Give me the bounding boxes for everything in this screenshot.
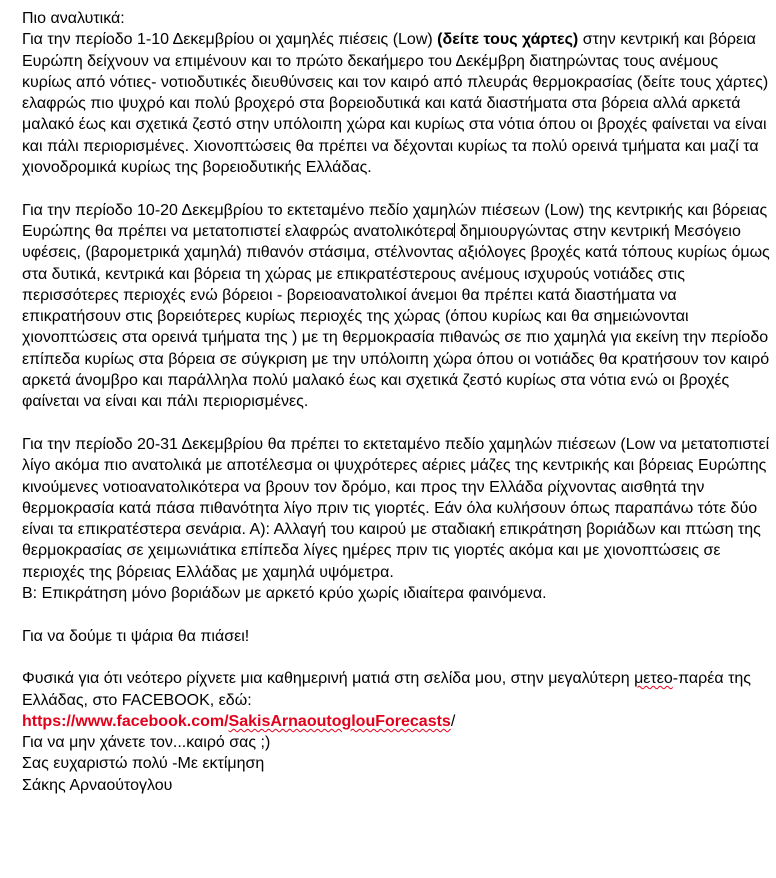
p1-text-end: στην κεντρική και βόρεια Ευρώπη δείχνουν να επιμένουν και το πρώτο δεκαήμερο του Δεκέμβρη διατηρώντας τους ανέμους κυρίως από νότιες- νοτιοδυτικές διευθύνσεις και τον καιρό από πλευράς θερμοκρασίας (δείτε τους χάρτες) ελαφρώς πιο ψυχρό και πολύ βροχερό στα βορειοδυτικά και κατά διαστήματα στα βόρεια αλλά αρκετά μαλακό έως και σχετικά ζεστό στην υπόλοιπη χώρα και κυρίως στα νότια όπου οι βροχές φαίνεται να είναι και πάλι περιορισμένες. Χιονοπτώσεις θα πρέπει να δέχονται κυρίως τα πολύ ορεινά τμήματα και μαζί τα χιονοδρομικά κυρίως της βορειοδυτικής Ελλάδας.: [22, 31, 769, 177]
p2-text-start: Για την περίοδο 10-20 Δεκεμβρίου το εκτεταμένο πεδίο χαμηλών πιέσεων (Low) της κεντρικής και βόρειας Ευρώπης θα πρέπει να μετατοπιστεί ελαφρώς ανατολικότερα: [22, 201, 768, 240]
thanks-line: Σας ευχαριστώ πολύ -Με εκτίμηση: [22, 755, 265, 773]
spellcheck-word: μετεο: [634, 670, 673, 688]
facebook-link-suffix: /: [450, 712, 456, 730]
scenario-b: Β: Επικράτηση μόνο βοριάδων με αρκετό κρύο χωρίς ιδιαίτερα φαινόμενα.: [22, 585, 547, 603]
dont-miss-weather: Για να μην χάνετε τον...καιρό σας ;): [22, 734, 271, 752]
heading: Πιο αναλυτικά:: [22, 10, 125, 27]
closing-remark: Για να δούμε τι ψάρια θα πιάσει!: [22, 627, 250, 645]
paragraph-spacer: [22, 413, 772, 434]
facebook-link-handle: SakisArnaoutoglouForecasts: [228, 712, 451, 730]
paragraph-spacer: [22, 647, 772, 668]
paragraph-spacer: [22, 604, 772, 625]
facebook-invite-text: Φυσικά για ότι νεότερο ρίχνετε μια καθημερινή ματιά στη σελίδα μου, στην μεγαλύτερη: [22, 670, 635, 688]
p2-text-end: δημιουργώντας στην κεντρική Μεσόγειο υφέσεις, (βαρομετρικά χαμηλά) πιθανόν στάσιμα, στέλνοντας αξιόλογες βροχές κατά τόπους κυρίως όμως στα δυτικά, κεντρικά και βόρεια τη χώρας με επικρατέστερους ανέμους ισχυρούς νοτιάδες στις περισσότερες περιοχές ενώ βόρειοι - βορειοανατολικοί άνεμοι θα πρέπει κατά διαστήματα να επικρατήσουν στις βορειότερες κυρίως περιοχές της χώρας (όπου κυρίως και θα σημειώνονται χιονοπτώσεις στα ορεινά τμήματα της ) με τη θερμοκρασία πιθανώς σε πιο χαμηλά για εκείνη την περίοδο επίπεδα κυρίως στα βόρεια σε σύγκριση με την υπόλοιπη χώρα όπου οι νοτιάδες θα κρατήσουν τον καιρό αρκετά άνομβρο και παράλληλα πολύ μαλακό έως και σχετικά ζεστό κυρίως στα νότια ενώ οι βροχές φαίνεται να είναι και πάλι περιορισμένες.: [22, 222, 770, 411]
facebook-invite: [22, 668, 772, 711]
facebook-link-line: [22, 711, 772, 732]
facebook-link[interactable]: [22, 713, 451, 730]
p1-text-start: Για την περίοδο 1-10 Δεκεμβρίου οι χαμηλές πιέσεις (Low): [22, 31, 438, 49]
paragraph-1-10-december: [22, 29, 772, 178]
see-maps-bold: (δείτε τους χάρτες): [437, 31, 579, 49]
paragraph-10-20-december: [22, 200, 772, 413]
signature: Σάκης Αρναούτογλου: [22, 776, 173, 794]
document-body: [22, 8, 772, 796]
facebook-invite-text-2: -παρέα της Ελλάδας, στο FACEBOOK, εδώ:: [22, 670, 752, 709]
facebook-link-prefix: https://www.facebook.com/: [22, 712, 229, 730]
paragraph-spacer: [22, 178, 772, 199]
paragraph-20-31-december: Για την περίοδο 20-31 Δεκεμβρίου θα πρέπει το εκτεταμένο πεδίο χαμηλών πιέσεων (Low να μετατοπιστεί λίγο ακόμα πιο ανατολικά με αποτέλεσμα οι ψυχρότερες αέριες μάζες της κεντρικής και βόρειας Ευρώπης κινούμενες νοτιοανατολικότερα να βρουν τον δρόμο, και προς την Ελλάδα ρίχνοντας αισθητά την θερμοκρασία κατά πάσα πιθανότητα λίγο πριν τις γιορτές. Εάν όλα κυλήσουν όπως παραπάνω τότε δύο είναι τα επικρατέστερα σενάρια. Α): Αλλαγή του καιρού με σταδιακή επικράτηση βοριάδων και πτώση της θερμοκρασίας σε χειμωνιάτικα επίπεδα λίγες ημέρες πριν τις γιορτές ακόμα και με χιονοπτώσεις σε περιοχές της βόρειας Ελλάδας με χαμηλά υψόμετρα.: [22, 435, 770, 581]
